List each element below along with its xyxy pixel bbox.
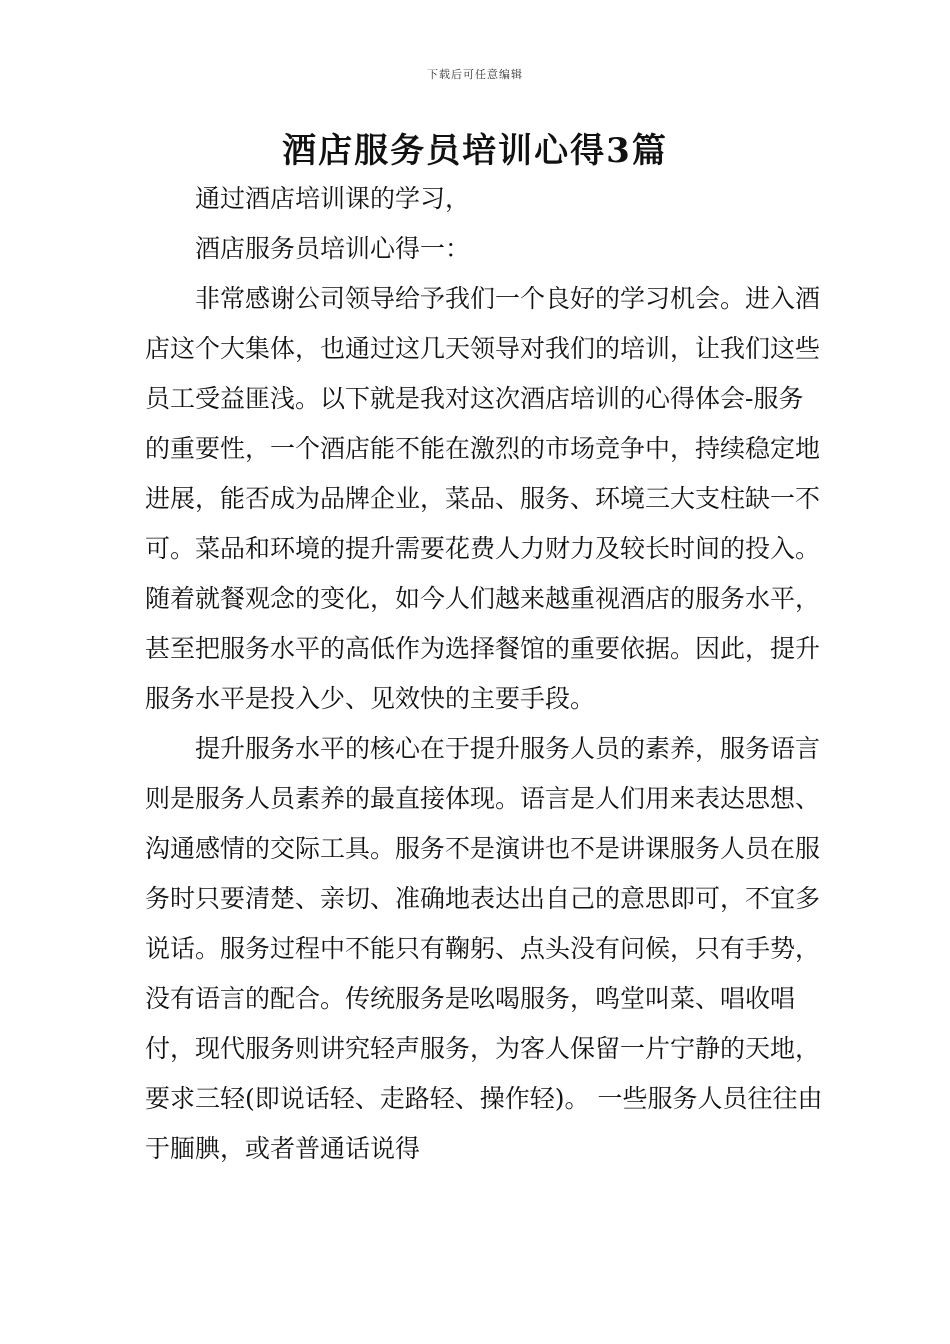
- paragraph-2: 提升服务水平的核心在于提升服务人员的素养，服务语言则是服务人员素养的最直接体现。语言是人们用来表达思想、沟通感情的交际工具。服务不是演讲也不是讲课服务人员在服务时只要清楚、亲切、准确地表达出自己的意思即可，不宜多说话。服务过程中不能只有鞠躬、点头没有问候，只有手势，没有语言的配合。传统服务是吆喝服务，鸣堂叫菜、唱收唱付，现代服务则讲究轻声服务，为客人保留一片宁静的天地，要求三轻(即说话轻、走路轻、操作轻)。 一些服务人员往往由于腼腆，或者普通话说得: [145, 734, 823, 1163]
- section-heading: 酒店服务员培训心得一：: [195, 234, 471, 263]
- intro-line: 通过酒店培训课的学习，: [195, 184, 471, 213]
- header-note: 下载后可任意编辑: [427, 68, 523, 81]
- document-body: [145, 174, 825, 1174]
- document-title: 酒店服务员培训心得3篇: [282, 131, 668, 171]
- paragraph-1: 非常感谢公司领导给予我们一个良好的学习机会。进入酒店这个大集体，也通过这几天领导对我们的培训，让我们这些员工受益匪浅。以下就是我对这次酒店培训的心得体会-服务的重要性，一个酒店能不能在激烈的市场竞争中，持续稳定地进展，能否成为品牌企业，菜品、服务、环境三大支柱缺一不可。菜品和环境的提升需要花费人力财力及较长时间的投入。随着就餐观念的变化，如今人们越来越重视酒店的服务水平，甚至把服务水平的高低作为选择餐馆的重要依据。因此，提升服务水平是投入少、见效快的主要手段。: [145, 284, 821, 713]
